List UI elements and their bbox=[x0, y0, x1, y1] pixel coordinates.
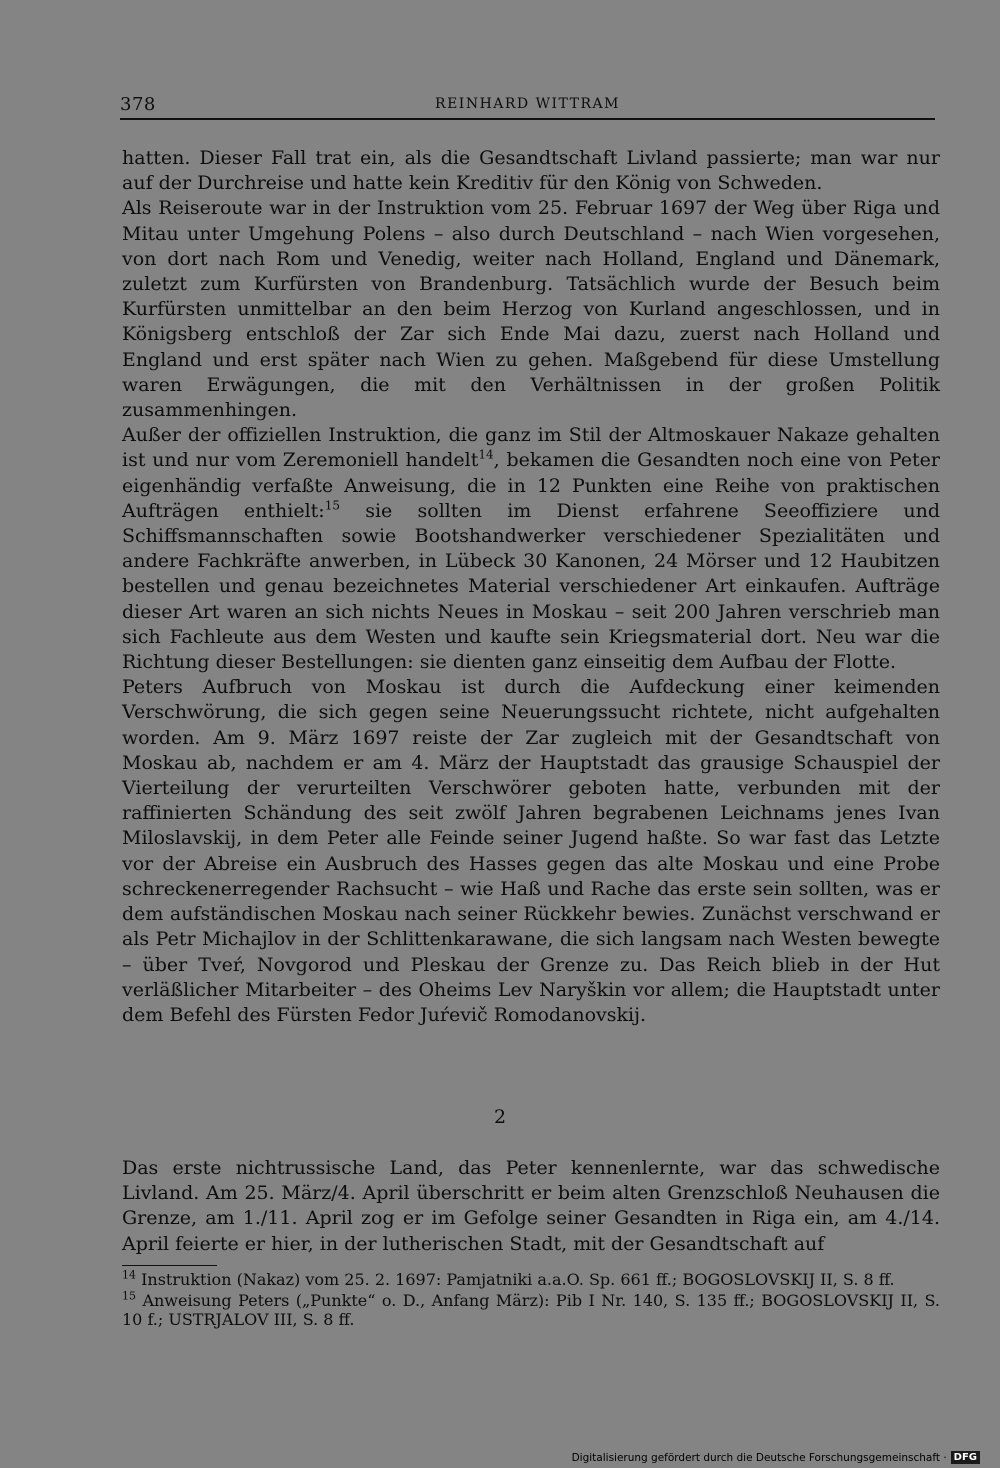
footnote-reference[interactable]: 14 bbox=[478, 448, 494, 463]
footnotes bbox=[122, 1270, 940, 1331]
page-header bbox=[120, 94, 935, 120]
body-text bbox=[122, 146, 940, 1028]
paragraph-text: Außer der offiziellen Instruktion, die ganz im Stil der Altmoskauer Nakaze gehalten ist und nur vom Zeremoniell handelt bbox=[122, 424, 940, 472]
section-number: 2 bbox=[493, 1106, 507, 1128]
paragraph-text: sie sollten im Dienst erfahrene Seeoffiziere und Schiffsmannschaften sowie Bootshandwerker verschiedener Spezialitäten und andere Fachkräfte anwerben, in Lübeck 30 Kanonen, 24 Mörser und 12 Haubitzen bestellen und genau bezeichnetes Material verschiedener Art einkaufen. Aufträge dieser Art waren an sich nichts Neues in Moskau – seit 200 Jahren verschrieb man sich Fachleute aus dem Westen und kaufte sein Kriegsmaterial dort. Neu war die Richtung dieser Bestellungen: sie dienten ganz einseitig dem Aufbau der Flotte. bbox=[122, 499, 940, 674]
page-number: 378 bbox=[120, 94, 156, 115]
digitization-credit bbox=[572, 1451, 980, 1464]
running-head: REINHARD WITTRAM bbox=[435, 96, 620, 112]
credit-text: Digitalisierung gefördert durch die Deutsche Forschungsgemeinschaft · bbox=[571, 1451, 947, 1464]
footnote-mark: 14 bbox=[122, 1268, 136, 1282]
footnote bbox=[122, 1291, 940, 1329]
footnote-text: Anweisung Peters („Punkte“ o. D., Anfang März): Pib I Nr. 140, S. 135 ff.; BOGOSLOVSKIJ II, S. 10 f.; USTRJALOV III, S. 8 ff. bbox=[122, 1291, 940, 1329]
footnote bbox=[122, 1270, 940, 1289]
body-text-section-2 bbox=[122, 1156, 940, 1257]
paragraph bbox=[122, 423, 940, 675]
footnote-divider bbox=[122, 1265, 217, 1266]
paragraph: Das erste nichtrussische Land, das Peter kennenlernte, war das schwedische Livland. Am 25. März/4. April überschritt er beim alten Grenzschloß Neuhausen die Grenze, am 1./11. April zog er im Gefolge seiner Gesandten in Riga ein, am 4./14. April feierte er hier, in der lutherischen Stadt, mit der Gesandtschaft auf bbox=[122, 1157, 940, 1255]
paragraph: Peters Aufbruch von Moskau ist durch die Aufdeckung einer keimenden Verschwörung, die sich gegen seine Neuerungssucht richtete, nicht aufgehalten worden. Am 9. März 1697 reiste der Zar zugleich mit der Gesandtschaft von Moskau ab, nachdem er am 4. März der Hauptstadt das grausige Schauspiel der Vierteilung der verurteilten Verschwörer geboten hatte, verbunden mit der raffinierten Schändung des seit zwölf Jahren begrabenen Leichnams jenes Ivan Miloslavskij, in dem Peter alle Feinde seiner Jugend haßte. So war fast das Letzte vor der Abreise ein Ausbruch des Hasses gegen das alte Moskau und eine Probe schreckenerregender Rachsucht – wie Haß und Rache das erste sein sollten, was er dem aufständischen Moskau nach seiner Rückkehr bewies. Zunächst verschwand er als Petr Michajlov in der Schlittenkarawane, die sich langsam nach Westen bewegte – über Tveŕ, Novgorod und Pleskau der Grenze zu. Das Reich blieb in der Hut verläßlicher Mitarbeiter – des Oheims Lev Naryškin vor allem; die Hauptstadt unter dem Befehl des Fürsten Fedor Juŕevič Romodanovskij. bbox=[122, 676, 940, 1026]
paragraph: Als Reiseroute war in der Instruktion vom 25. Februar 1697 der Weg über Riga und Mitau unter Umgehung Polens – also durch Deutschland – nach Wien vorgesehen, von dort nach Rom und Venedig, weiter nach Holland, England und Dänemark, zuletzt zum Kurfürsten von Brandenburg. Tatsächlich wurde der Besuch beim Kurfürsten unmittelbar an den beim Herzog von Kurland angeschlossen, und in Königsberg entschloß der Zar sich Ende Mai dazu, zuerst nach Holland und England und erst später nach Wien zu gehen. Maßgebend für diese Umstellung waren Erwägungen, die mit den Verhältnissen in der großen Politik zusammenhingen. bbox=[122, 197, 940, 422]
footnote-text: Instruktion (Nakaz) vom 25. 2. 1697: Pamjatniki a.a.O. Sp. 661 ff.; BOGOSLOVSKIJ II, S. 8 ff. bbox=[141, 1270, 895, 1289]
paragraph-text: , bekamen die Gesandten noch eine von Peter eigenhändig verfaßte Anweisung, die in 12 Punkten eine Reihe von praktischen Aufträgen enthielt: bbox=[122, 449, 941, 522]
footnote-mark: 15 bbox=[122, 1289, 136, 1303]
dfg-logo: DFG bbox=[951, 1451, 980, 1464]
footnote-reference[interactable]: 15 bbox=[324, 498, 340, 513]
paragraph: hatten. Dieser Fall trat ein, als die Gesandtschaft Livland passierte; man war nur auf der Durchreise und hatte kein Kreditiv für den König von Schweden. bbox=[122, 147, 940, 195]
